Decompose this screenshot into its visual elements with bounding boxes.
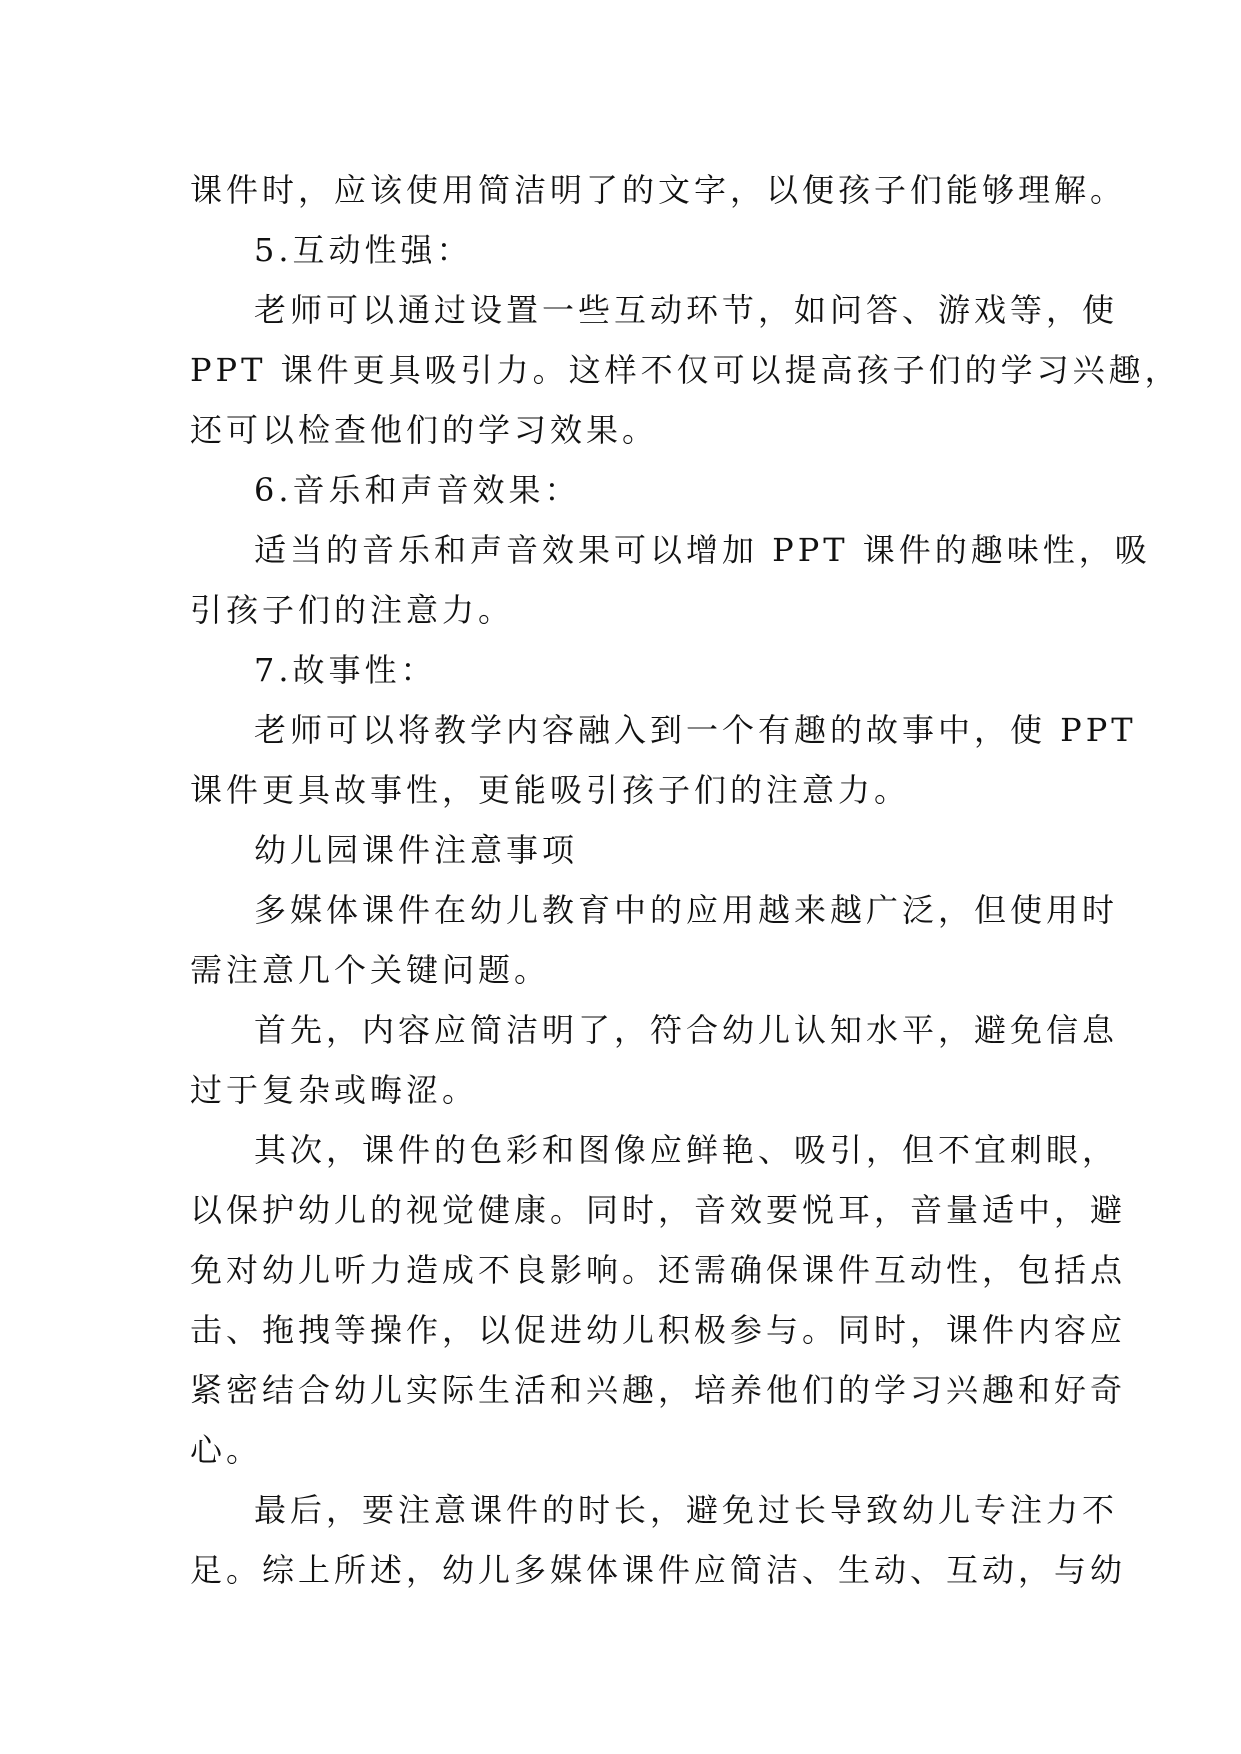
paragraph-line: 课件更具故事性，更能吸引孩子们的注意力。 <box>190 771 911 809</box>
body-text <box>190 160 1181 1600</box>
paragraph-line: 老师可以通过设置一些互动环节，如问答、游戏等，使 <box>254 291 1119 329</box>
paragraph-line: PPT 课件更具吸引力。这样不仅可以提高孩子们的学习兴趣， <box>190 351 1181 389</box>
paragraph-line: 过于复杂或晦涩。 <box>190 1071 479 1109</box>
paragraph-line: 以保护幼儿的视觉健康。同时，音效要悦耳，音量适中，避 <box>190 1191 1127 1229</box>
paragraph-line: 适当的音乐和声音效果可以增加 PPT 课件的趣味性，吸 <box>254 531 1151 569</box>
paragraph-line: 首先，内容应简洁明了，符合幼儿认知水平，避免信息 <box>254 1011 1119 1049</box>
paragraph-line: 免对幼儿听力造成不良影响。还需确保课件互动性，包括点 <box>190 1251 1127 1289</box>
paragraph-line: 引孩子们的注意力。 <box>190 591 515 629</box>
section-title: 幼儿园课件注意事项 <box>254 831 579 869</box>
paragraph-line: 足。综上所述，幼儿多媒体课件应简洁、生动、互动，与幼 <box>190 1551 1127 1589</box>
section-heading-7: 7.故事性： <box>254 651 437 689</box>
paragraph-line: 击、拖拽等操作，以促进幼儿积极参与。同时，课件内容应 <box>190 1311 1127 1349</box>
section-heading-6: 6.音乐和声音效果： <box>254 471 581 509</box>
section-heading-5: 5.互动性强： <box>254 231 473 269</box>
text-line-continuation: 课件时，应该使用简洁明了的文字，以便孩子们能够理解。 <box>190 171 1127 209</box>
paragraph-line: 其次，课件的色彩和图像应鲜艳、吸引，但不宜刺眼， <box>254 1131 1119 1169</box>
paragraph-line: 心。 <box>190 1431 263 1469</box>
paragraph-line: 老师可以将教学内容融入到一个有趣的故事中，使 PPT <box>254 711 1137 749</box>
paragraph-line: 需注意几个关键问题。 <box>190 951 551 989</box>
paragraph-line: 多媒体课件在幼儿教育中的应用越来越广泛，但使用时 <box>254 891 1119 929</box>
paragraph-line: 最后，要注意课件的时长，避免过长导致幼儿专注力不 <box>254 1491 1119 1529</box>
paragraph-line: 紧密结合幼儿实际生活和兴趣，培养他们的学习兴趣和好奇 <box>190 1371 1127 1409</box>
paragraph-line: 还可以检查他们的学习效果。 <box>190 411 659 449</box>
